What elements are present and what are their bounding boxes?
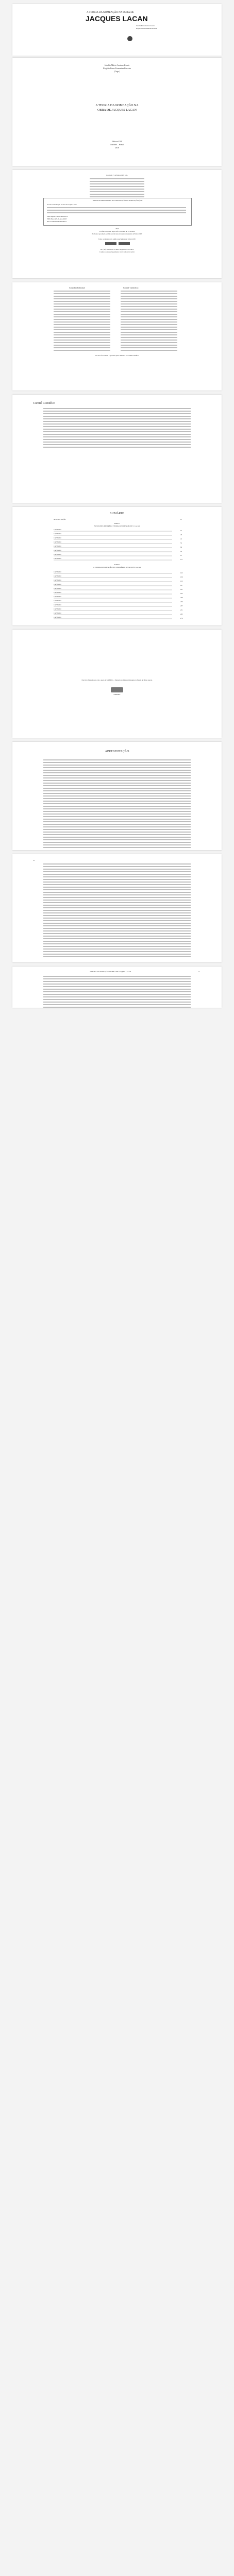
scientific-committee-list <box>121 291 177 352</box>
toc-page-number: 139 <box>180 576 183 578</box>
publisher-name: Editora CRV <box>111 140 123 143</box>
catalog-record <box>47 207 186 215</box>
toc-chapter-label: CAPÍTULO <box>54 529 61 531</box>
toc-part2-title: A TEORIA DA NOMEAÇÃO NOS SEMINÁRIOS DE JACQUES LACAN <box>93 566 141 568</box>
toc-part1-label: PARTE 1 <box>114 522 120 524</box>
publication-year: 2018 <box>115 146 119 149</box>
toc-page-number: 181 <box>180 588 183 590</box>
toc-heading: SUMÁRIO <box>110 512 124 515</box>
toc-chapter-title <box>54 543 172 544</box>
toc-chapter-title <box>54 602 172 603</box>
toc-page-number: 15 <box>180 530 182 532</box>
title-page <box>12 58 222 166</box>
toc-page-number: 223 <box>180 601 183 603</box>
presentation-body <box>43 759 191 850</box>
toc-chapter-label: CAPÍTULO <box>54 591 61 594</box>
running-head: A TEORIA DA NOMEAÇÃO NA OBRA DE JACQUES LACAN <box>90 971 131 973</box>
toc-chapter-label: CAPÍTULO <box>54 579 61 581</box>
toc-page-number: 97 <box>180 554 182 556</box>
toc-page-number: 237 <box>180 605 183 607</box>
toc-chapter-title <box>54 573 172 574</box>
toc-chapter-title <box>54 560 172 561</box>
toc-chapter-title <box>54 606 172 607</box>
toc-chapter-label: CAPÍTULO <box>54 600 61 602</box>
evaluation-note: Esta obra foi avaliada e aprovada pelos membros do Comitê Científico. <box>95 354 139 357</box>
title-authors-line2: Rogério Peres Fernandes Ferreira <box>103 67 131 70</box>
publisher-city: Curitiba – Brasil <box>110 143 124 146</box>
toc-chapter-label: CAPÍTULO <box>54 575 61 577</box>
copyright-line: Copyright © da Editora CRV Ltda. <box>106 174 128 176</box>
toc-chapter-title <box>54 531 172 532</box>
toc-chapter-label: CAPÍTULO <box>54 587 61 589</box>
book-title-line1: A TEORIA DA NOMEAÇÃO NA <box>95 104 139 107</box>
toc-chapter-title <box>54 547 172 548</box>
toc-page-number: 111 <box>180 558 183 561</box>
toc-chapter-title <box>54 539 172 540</box>
toc-part2-label: PARTE 2 <box>114 564 120 566</box>
toc-chapter-label: CAPÍTULO <box>54 545 61 547</box>
cover-series-line: A TEORIA DA NOMEAÇÃO NA OBRA DE <box>87 11 134 14</box>
rights-year: 2018 <box>115 228 119 230</box>
toc-chapter-title <box>54 614 172 615</box>
toc-chapter-title <box>54 577 172 578</box>
toc-page-number: 41 <box>180 538 182 540</box>
publisher-website: Conheça os nossos lançamentos: www.editoracrv.com.br <box>99 251 135 253</box>
toc-chapter-label: CAPÍTULO <box>54 533 61 535</box>
toc-page-number: 83 <box>180 550 182 552</box>
copyright-page <box>12 170 222 278</box>
publisher-logo <box>127 36 132 41</box>
toc-chapter-label: CAPÍTULO <box>54 557 61 560</box>
app-store-badge <box>105 242 116 245</box>
cover-editors-line2: Rogério Peres Fernandes Ferreira <box>136 27 157 29</box>
toc-part1-title: NOTAS PRELIMINARES À TEORIA DA NOMEAÇÃO DE J. LACAN <box>94 525 140 527</box>
toc-page <box>12 507 222 625</box>
toc-chapter-label: CAPÍTULO <box>54 604 61 606</box>
isbn-physical: ISBN Físico 978-85-444-2658-7 <box>47 218 68 220</box>
funding-page <box>12 630 222 738</box>
toc-chapter-title <box>54 610 172 611</box>
cover-title: JACQUES LACAN <box>86 14 148 23</box>
last-page-body <box>43 976 191 1008</box>
toc-page-number: 265 <box>180 613 183 615</box>
toc-page-number: 167 <box>180 584 183 586</box>
toc-chapter-label: CAPÍTULO <box>54 537 61 539</box>
committee-heading: Comitê Científico <box>33 402 56 405</box>
committee-list <box>43 408 191 449</box>
page-number: 12 <box>33 859 35 861</box>
toc-chapter-label: CAPÍTULO <box>54 549 61 551</box>
presentation-page <box>12 742 222 850</box>
title-authors-line1: Jadellis Mário Caetano Kassis <box>104 64 130 66</box>
cover-editors-line1: Jadellis Mário Caetano Kassis <box>136 25 155 27</box>
toc-chapter-title <box>54 585 172 586</box>
toc-chapter-label: CAPÍTULO <box>54 608 61 610</box>
toc-chapter-label: CAPÍTULO <box>54 596 61 598</box>
editorial-credits <box>90 178 144 199</box>
toc-presentation: APRESENTAÇÃO <box>54 518 66 520</box>
book-title-line2: OBRA DE JACQUES LACAN <box>97 109 137 112</box>
toc-chapter-label: CAPÍTULO <box>54 583 61 585</box>
doi: DOI 10.24824/978854442658.7 <box>47 221 67 223</box>
catalog-title: A teoria da nomeação na obra de Jacques Lacan <box>47 204 77 206</box>
publisher-contact: Tel.: (41) 3039-6418 - E-mail: sac@editoracrv.com.br <box>100 248 134 250</box>
toc-chapter-title <box>54 555 172 556</box>
toc-chapter-title <box>54 581 172 582</box>
toc-chapter-label: CAPÍTULO <box>54 612 61 614</box>
funding-text: Este livro foi publicado com o apoio da FAPEMIG – Fundação de Amparo à Pesquisa do Estado de Minas Gerais. <box>81 679 153 681</box>
councils-page <box>12 282 222 391</box>
page-number: 13 <box>198 971 199 973</box>
editorial-council-list <box>54 291 110 352</box>
play-store-badge <box>119 242 130 245</box>
toc-page-number: 195 <box>180 592 183 595</box>
cover-page <box>12 4 222 56</box>
toc-chapter-label: CAPÍTULO <box>54 541 61 543</box>
text-page <box>12 854 222 962</box>
presentation-heading: APRESENTAÇÃO <box>105 750 129 753</box>
title-role: (Orgs.) <box>114 70 120 73</box>
fapemig-logo-icon <box>111 687 123 692</box>
toc-page-presentation: 11 <box>180 518 182 520</box>
toc-page-number: 125 <box>180 572 183 574</box>
toc-chapter-label: CAPÍTULO <box>54 553 61 555</box>
toc-chapter-label: CAPÍTULO <box>54 571 61 573</box>
catalog-heading: DADOS INTERNACIONAIS DE CATALOGAÇÃO NA PUBLICAÇÃO (CIP) <box>92 199 143 201</box>
catalog-box <box>43 198 192 226</box>
last-page <box>12 967 222 1008</box>
scientific-committee-heading: Comitê Científico: <box>123 286 139 289</box>
toc-page-number: 69 <box>180 546 182 548</box>
toc-page-number: 279 <box>180 617 183 619</box>
committee-page <box>12 395 222 503</box>
toc-page-number: 29 <box>180 534 182 536</box>
legal-deposit-note: Foi feito o depósito legal conf. Lei 10.994 de 14/12/2004 <box>99 230 135 232</box>
text-body <box>43 863 191 959</box>
toc-chapter-title <box>54 598 172 599</box>
toc-page-number: 251 <box>180 609 183 611</box>
toc-chapter-label: CAPÍTULO <box>54 616 61 618</box>
toc-chapter-title <box>54 594 172 595</box>
toc-chapter-title <box>54 535 172 536</box>
toc-chapter-title <box>54 618 172 619</box>
editorial-council-heading: Conselho Editorial: <box>69 286 86 289</box>
rights-reserved-note: Todos os direitos desta edição reservados pela: Editora CRV <box>98 238 136 240</box>
toc-page-number: 153 <box>180 580 183 582</box>
toc-chapter-title <box>54 551 172 552</box>
fapemig-logo-word: FAPEMIG <box>113 693 121 696</box>
toc-chapter-title <box>54 589 172 590</box>
toc-page-number: 55 <box>180 542 182 544</box>
viewer-background <box>0 1012 234 2576</box>
prohibited-note: Proibida a reprodução parcial ou total desta obra sem autorização da Editora CRV <box>91 233 143 235</box>
isbn-digital: ISBN Digital 978-85-444-2659-4 <box>47 215 68 217</box>
toc-page-number: 209 <box>180 597 183 599</box>
